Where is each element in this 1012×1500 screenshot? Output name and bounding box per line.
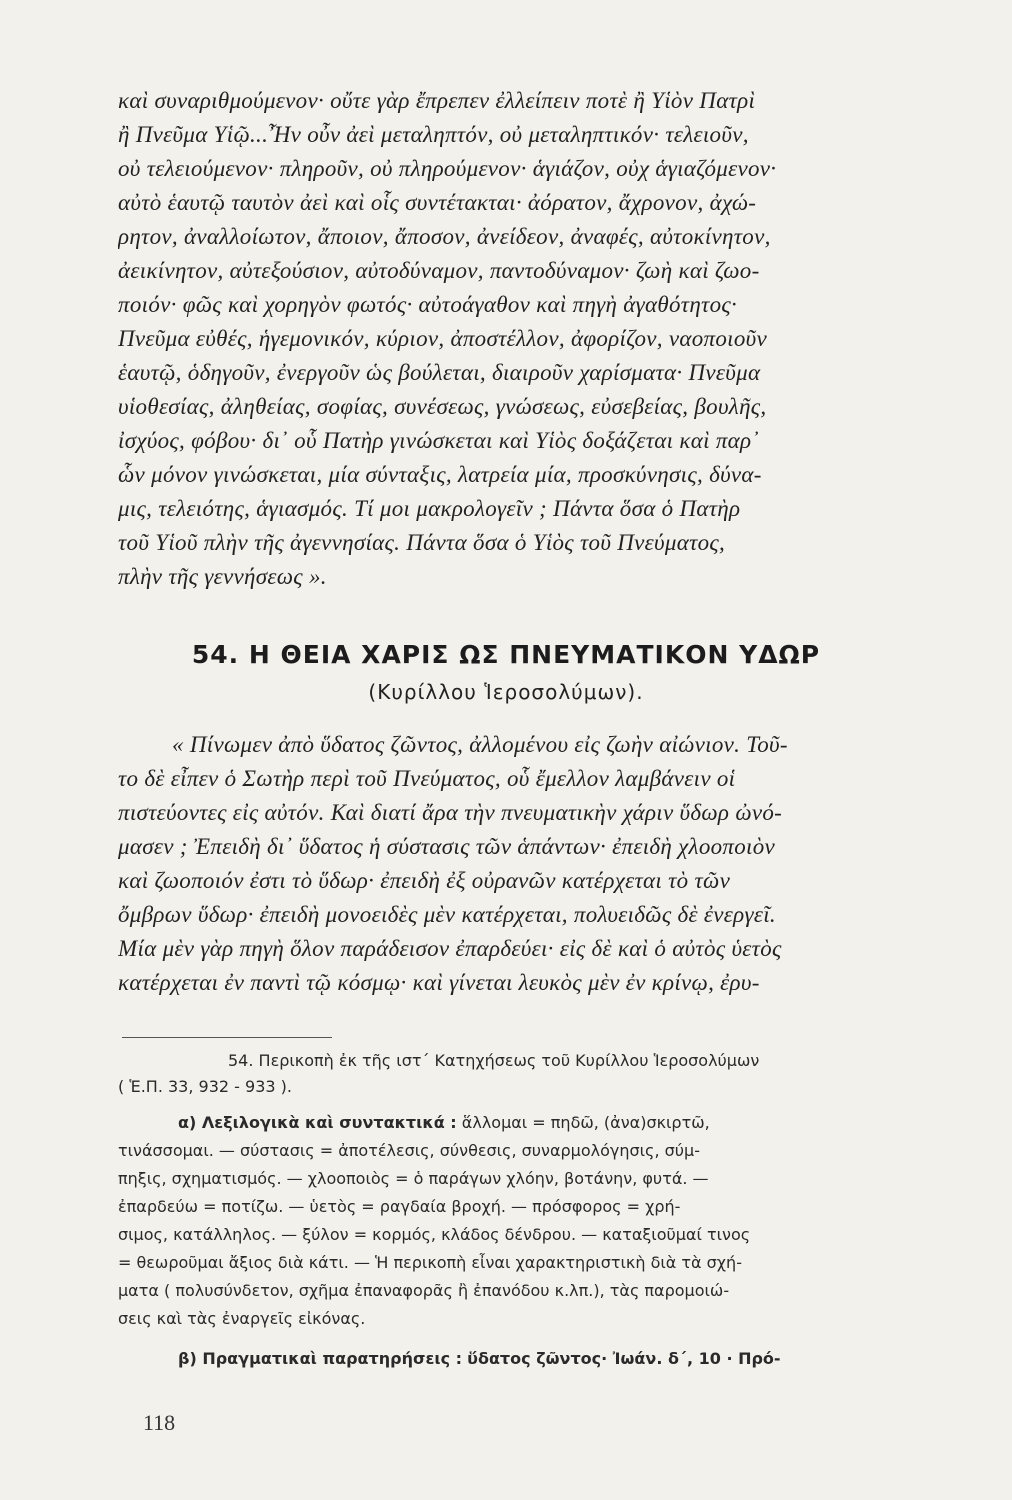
footnote-line: = θεωροῦμαι ἄξιος διὰ κάτι. — Ἡ περικοπὴ εἶναι χαρακτηριστικὴ διὰ τὰ σχή- xyxy=(118,1253,742,1272)
text-line: ἀεικίνητον, αὐτεξούσιον, αὐτοδύναμον, παντοδύναμον· ζωὴ καὶ ζωο- xyxy=(118,258,760,283)
text-line: ὧν μόνον γινώσκεται, μία σύνταξις, λατρεία μία, προσκύνησις, δύνα- xyxy=(118,462,762,487)
text-line: Μία μὲν γὰρ πηγὴ ὅλον παράδεισον ἐπαρδεύει· εἰς δὲ καὶ ὁ αὐτὸς ὑετὸς xyxy=(118,936,782,961)
text-line: ρητον, ἀναλλοίωτον, ἄποιον, ἄποσον, ἀνείδεον, ἀναφές, αὐτοκίνητον, xyxy=(118,224,771,249)
text-line: αὐτὸ ἑαυτῷ ταυτὸν ἀεὶ καὶ οἷς συντέτακται· ἀόρατον, ἄχρονον, ἀχώ- xyxy=(118,190,757,215)
footnote-line xyxy=(178,1346,978,1372)
text-line: ἢ Πνεῦμα Υἱῷ...Ἦν οὖν ἀεὶ μεταληπτόν, οὐ μεταληπτικόν· τελειοῦν, xyxy=(118,122,749,147)
text-line: πλὴν τῆς γεννήσεως ». xyxy=(118,564,327,589)
footnote-line: ματα ( πολυσύνδετον, σχῆμα ἐπαναφορᾶς ἢ ἐπανόδου κ.λπ.), τὰς παρομοιώ- xyxy=(118,1281,730,1300)
text-line: οὐ τελειούμενον· πληροῦν, οὐ πληρούμενον· ἁγιάζον, οὐχ ἁγιαζόμενον· xyxy=(118,156,777,181)
footnote-line: σιμος, κατάλληλος. — ξύλον = κορμός, κλάδος δένδρου. — καταξιοῦμαί τινος xyxy=(118,1225,751,1244)
footnote-line: σεις καὶ τὰς ἐναργεῖς εἰκόνας. xyxy=(118,1309,366,1328)
factual-notes-label: β) Πραγματικαὶ παρατηρήσεις : xyxy=(178,1349,463,1368)
text-line: Πνεῦμα εὐθές, ἡγεμονικόν, κύριον, ἀποστέλλον, ἀφορίζον, ναοποιοῦν xyxy=(118,326,768,351)
text-line: ὄμβρων ὕδωρ· ἐπειδὴ μονοειδὲς μὲν κατέρχεται, πολυειδῶς δὲ ἐνεργεῖ. xyxy=(118,902,776,927)
text-line: μασεν ; Ἐπειδὴ δι᾿ ὕδατος ἡ σύστασις τῶν ἁπάντων· ἐπειδὴ χλοοποιὸν xyxy=(118,834,776,859)
section-subtitle: (Κυρίλλου Ἱεροσολύμων). xyxy=(368,680,644,704)
footnote-reference-source: ( Ἑ.Π. 33, 932 - 933 ). xyxy=(118,1077,292,1096)
footnote-line: τινάσσομαι. — σύστασις = ἀποτέλεσις, σύνθεσις, συναρμολόγησις, σύμ- xyxy=(118,1141,700,1160)
factual-notes-text: ὕδατος ζῶντος· Ἰωάν. δ´, 10 · Πρό- xyxy=(467,1349,781,1368)
text-line: πιστεύοντες εἰς αὐτόν. Καὶ διατί ἄρα τὴν πνευματικὴν χάριν ὕδωρ ὠνό- xyxy=(118,800,783,825)
footnote-divider xyxy=(122,1037,332,1038)
text-line: ποιόν· φῶς καὶ χορηγὸν φωτός· αὐτοάγαθον καὶ πηγὴ ἀγαθότητος· xyxy=(118,292,738,317)
footnote-line: πηξις, σχηματισμός. — χλοοποιὸς = ὁ παράγων χλόην, βοτάνην, φυτά. — xyxy=(118,1169,709,1188)
lexical-notes-text: ἅλλομαι = πηδῶ, (ἀνα)σκιρτῶ, xyxy=(461,1113,710,1132)
text-line: καὶ ζωοποιόν ἐστι τὸ ὕδωρ· ἐπειδὴ ἐξ οὐρανῶν κατέρχεται τὸ τῶν xyxy=(118,868,731,893)
text-line: ἰσχύος, φόβου· δι᾿ οὗ Πατὴρ γινώσκεται καὶ Υἱὸς δοξάζεται καὶ παρ᾿ xyxy=(118,428,760,453)
lexical-notes-label: α) Λεξιλογικὰ καὶ συντακτικά : xyxy=(178,1113,457,1132)
text-line: « Πίνωμεν ἀπὸ ὕδατος ζῶντος, ἀλλομένου εἰς ζωὴν αἰώνιον. Τοῦ- xyxy=(172,732,788,757)
text-line: τοῦ Υἱοῦ πλὴν τῆς ἀγεννησίας. Πάντα ὅσα ὁ Υἱὸς τοῦ Πνεύματος, xyxy=(118,530,726,555)
text-line: υἱοθεσίας, ἀληθείας, σοφίας, συνέσεως, γνώσεως, εὐσεβείας, βουλῆς, xyxy=(118,394,767,419)
text-line: ἑαυτῷ, ὁδηγοῦν, ἐνεργοῦν ὡς βούλεται, διαιροῦν χαρίσματα· Πνεῦμα xyxy=(118,360,761,385)
text-line: καὶ συναριθμούμενον· οὔτε γὰρ ἔπρεπεν ἐλλείπειν ποτὲ ἢ Υἱὸν Πατρὶ xyxy=(118,88,756,113)
section-title: 54. Η ΘΕΙΑ ΧΑΡΙΣ ΩΣ ΠΝΕΥΜΑΤΙΚΟΝ ΥΔΩΡ xyxy=(191,640,821,669)
page-number: 118 xyxy=(143,1410,176,1435)
text-line: κατέρχεται ἐν παντὶ τῷ κόσμῳ· καὶ γίνεται λευκὸς μὲν ἐν κρίνῳ, ἐρυ- xyxy=(118,970,760,995)
footnote-line: ἐπαρδεύω = ποτίζω. — ὑετὸς = ραγδαία βροχή. — πρόσφορος = χρή- xyxy=(118,1197,681,1216)
footnote-reference: 54. Περικοπὴ ἐκ τῆς ιστ´ Κατηχήσεως τοῦ Κυρίλλου Ἱεροσολύμων xyxy=(228,1051,760,1070)
text-line: μις, τελειότης, ἁγιασμός. Τί μοι μακρολογεῖν ; Πάντα ὅσα ὁ Πατὴρ xyxy=(118,496,741,521)
text-line: το δὲ εἶπεν ὁ Σωτὴρ περὶ τοῦ Πνεύματος, οὗ ἔμελλον λαμβάνειν οἱ xyxy=(118,766,736,791)
footnote-line xyxy=(178,1110,978,1136)
